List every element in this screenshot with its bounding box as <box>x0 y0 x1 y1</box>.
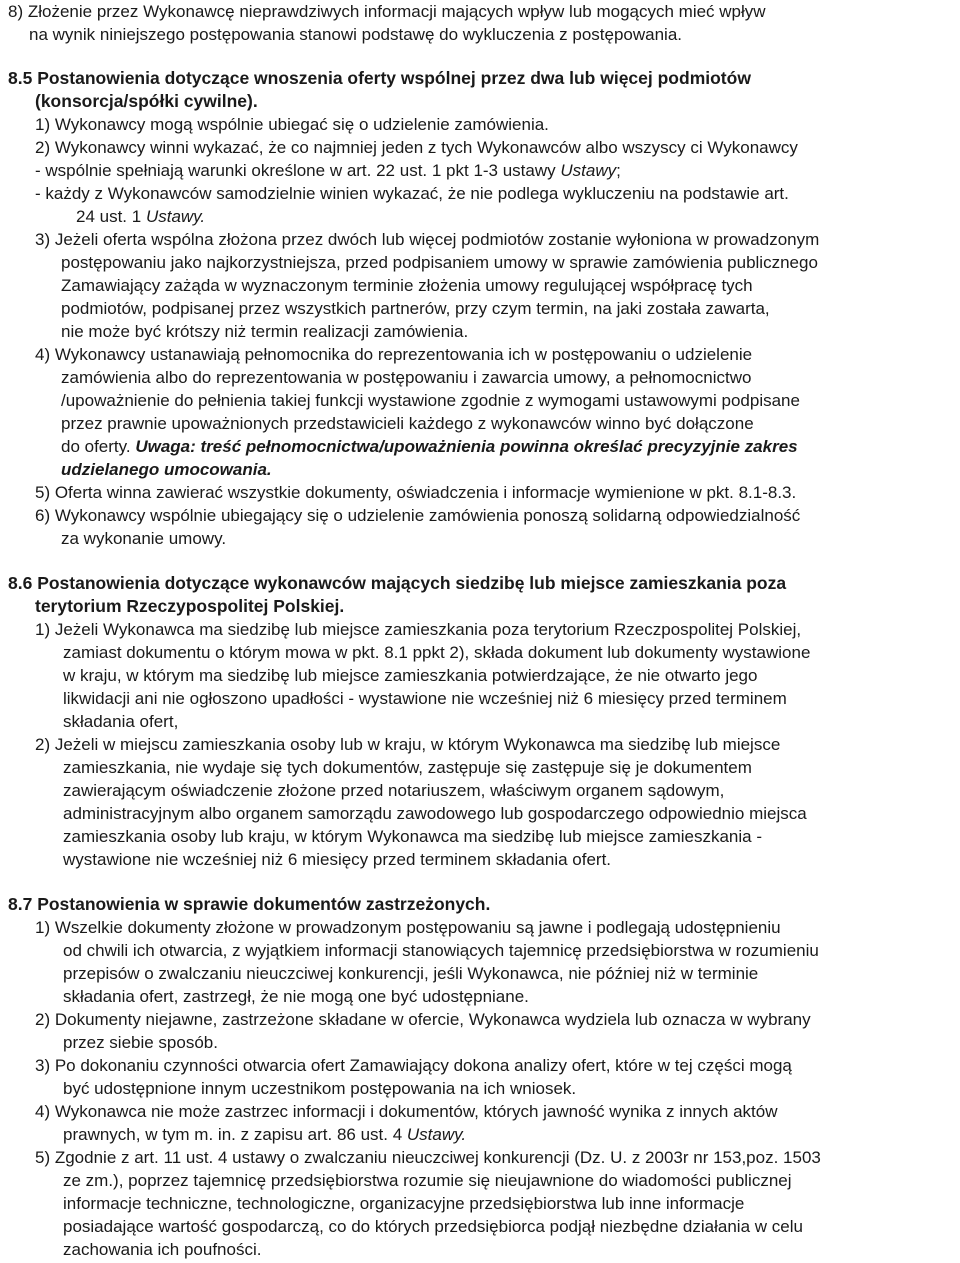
list-item-continuation: składania ofert, <box>63 712 179 731</box>
list-item-continuation: likwidacji ani nie ogłoszono upadłości - wystawione nie wcześniej niż 6 miesięcy przed terminem <box>63 689 787 708</box>
list-item-continuation: zachowania ich poufności. <box>63 1240 262 1259</box>
list-item-continuation: informacje techniczne, technologiczne, organizacyjne przedsiębiorstwa lub inne informacje <box>63 1194 745 1213</box>
list-item-continuation: - wspólnie spełniają warunki określone w art. 22 ust. 1 pkt 1-3 ustawy Ustawy; <box>35 161 621 180</box>
text-line: 8) Złożenie przez Wykonawcę nieprawdziwych informacji mających wpływ lub mogących mieć wpływ <box>8 2 766 21</box>
list-item: 1) Wszelkie dokumenty złożone w prowadzonym postępowaniu są jawne i podlegają udostępnieniu <box>35 918 781 937</box>
list-item-continuation: składania ofert, zastrzegł, że nie mogą one być udostępniane. <box>63 987 529 1006</box>
section-8-5 <box>8 67 958 550</box>
section-heading: 8.5 Postanowienia dotyczące wnoszenia oferty wspólnej przez dwa lub więcej podmiotów <box>8 68 751 88</box>
list-item: 3) Jeżeli oferta wspólna złożona przez dwóch lub więcej podmiotów zostanie wyłoniona w prowadzonym <box>35 230 820 249</box>
list-item-continuation: nie może być krótszy niż termin realizacji zamówienia. <box>61 322 469 341</box>
list-item: 1) Jeżeli Wykonawca ma siedzibę lub miejsce zamieszkania poza terytorium Rzeczpospolitej Polskiej, <box>35 620 802 639</box>
list-item: 6) Wykonawcy wspólnie ubiegający się o udzielenie zamówienia ponoszą solidarną odpowiedzialność <box>35 506 801 525</box>
list-item: 2) Jeżeli w miejscu zamieszkania osoby lub w kraju, w którym Wykonawca ma siedzibę lub miejsce <box>35 735 781 754</box>
list-item-continuation: posiadające wartość gospodarczą, co do których przedsiębiorca podjął niezbędne działania w celu <box>63 1217 803 1236</box>
list-item-continuation: zamówienia albo do reprezentowania w postępowaniu i zawarcia umowy, a pełnomocnictwo <box>61 368 752 387</box>
list-item-continuation: prawnych, w tym m. in. z zapisu art. 86 ust. 4 Ustawy. <box>63 1125 467 1144</box>
text-line: na wynik niniejszego postępowania stanowi podstawę do wykluczenia z postępowania. <box>29 25 683 44</box>
list-item-continuation: za wykonanie umowy. <box>61 529 227 548</box>
list-item-continuation: przez prawnie upoważnionych przedstawicieli każdego z wykonawców winno być dołączone <box>61 414 754 433</box>
list-item: 1) Wykonawcy mogą wspólnie ubiegać się o udzielenie zamówienia. <box>35 115 549 134</box>
list-item: 5) Oferta winna zawierać wszystkie dokumenty, oświadczenia i informacje wymienione w pkt. 8.1-8.3. <box>35 483 797 502</box>
list-item-continuation: zamieszkania, nie wydaje się tych dokumentów, zastępuje się zastępuje się je dokumentem <box>63 758 752 777</box>
list-item-continuation: 24 ust. 1 Ustawy. <box>76 207 206 226</box>
list-item-continuation: wystawione nie wcześniej niż 6 miesięcy przed terminem składania ofert. <box>63 850 612 869</box>
list-item-continuation: w kraju, w którym ma siedzibę lub miejsce zamieszkania potwierdzające, że nie otwarto jego <box>63 666 758 685</box>
section-heading: terytorium Rzeczypospolitej Polskiej. <box>35 596 345 616</box>
list-item: 4) Wykonawcy ustanawiają pełnomocnika do reprezentowania ich w postępowaniu o udzielenie <box>35 345 753 364</box>
list-item-continuation: do oferty. Uwaga: treść pełnomocnictwa/upoważnienia powinna określać precyzyjnie zakres <box>61 437 798 456</box>
list-item-continuation: podmiotów, podpisanej przez wszystkich partnerów, przy czym termin, na jaki została zawarta, <box>61 299 770 318</box>
list-item-continuation: Zamawiający zażąda w wyznaczonym terminie złożenia umowy regulującej współpracę tych <box>61 276 753 295</box>
list-item-continuation: przez siebie sposób. <box>63 1033 218 1052</box>
point-8-8 <box>8 0 958 46</box>
list-item: 4) Wykonawca nie może zastrzec informacji i dokumentów, których jawność wynika z innych aktów <box>35 1102 778 1121</box>
list-item-continuation: - każdy z Wykonawców samodzielnie winien wykazać, że nie podlega wykluczeniu na podstawie art. <box>35 184 789 203</box>
list-item-continuation: zamieszkania osoby lub kraju, w którym Wykonawca ma siedzibę lub miejsce zamieszkania - <box>63 827 763 846</box>
section-heading: 8.6 Postanowienia dotyczące wykonawców mających siedzibę lub miejsce zamieszkania poza <box>8 573 787 593</box>
list-item: 3) Po dokonaniu czynności otwarcia ofert Zamawiający dokona analizy ofert, które w tej części mogą <box>35 1056 792 1075</box>
list-item-continuation: ze zm.), poprzez tajemnicę przedsiębiorstwa rozumie się nieujawnione do wiadomości publicznej <box>63 1171 792 1190</box>
list-item-continuation: od chwili ich otwarcia, z wyjątkiem informacji stanowiących tajemnicę przedsiębiorstwa w rozumieniu <box>63 941 819 960</box>
list-item: 2) Wykonawcy winni wykazać, że co najmniej jeden z tych Wykonawców albo wszyscy ci Wykonawcy <box>35 138 798 157</box>
list-item-continuation: administracyjnym albo organem samorządu zawodowego lub gospodarczego odpowiednio miejsca <box>63 804 807 823</box>
section-heading: 8.7 Postanowienia w sprawie dokumentów zastrzeżonych. <box>8 894 491 914</box>
document-page <box>8 0 958 1261</box>
section-8-7 <box>8 893 958 1261</box>
section-8-6 <box>8 572 958 871</box>
list-item: 5) Zgodnie z art. 11 ust. 4 ustawy o zwalczaniu nieuczciwej konkurencji (Dz. U. z 2003r nr 153,poz. 1503 <box>35 1148 821 1167</box>
list-item: 2) Dokumenty niejawne, zastrzeżone składane w ofercie, Wykonawca wydziela lub oznacza w wybrany <box>35 1010 811 1029</box>
list-item-continuation: zamiast dokumentu o którym mowa w pkt. 8.1 ppkt 2), składa dokument lub dokumenty wystawione <box>63 643 811 662</box>
list-item-continuation: udzielanego umocowania. <box>61 460 272 479</box>
list-item-continuation: przepisów o zwalczaniu nieuczciwej konkurencji, jeśli Wykonawca, nie później niż w terminie <box>63 964 759 983</box>
list-item-continuation: być udostępnione innym uczestnikom postępowania na ich wniosek. <box>63 1079 577 1098</box>
list-item-continuation: /upoważnienie do pełnienia takiej funkcji wystawione zgodnie z wymogami ustawowymi podpisane <box>61 391 800 410</box>
list-item-continuation: zawierającym oświadczenie złożone przed notariuszem, właściwym organem sądowym, <box>63 781 725 800</box>
list-item-continuation: postępowaniu jako najkorzystniejsza, przed podpisaniem umowy w sprawie zamówienia publicznego <box>61 253 818 272</box>
section-heading: (konsorcja/spółki cywilne). <box>35 91 258 111</box>
